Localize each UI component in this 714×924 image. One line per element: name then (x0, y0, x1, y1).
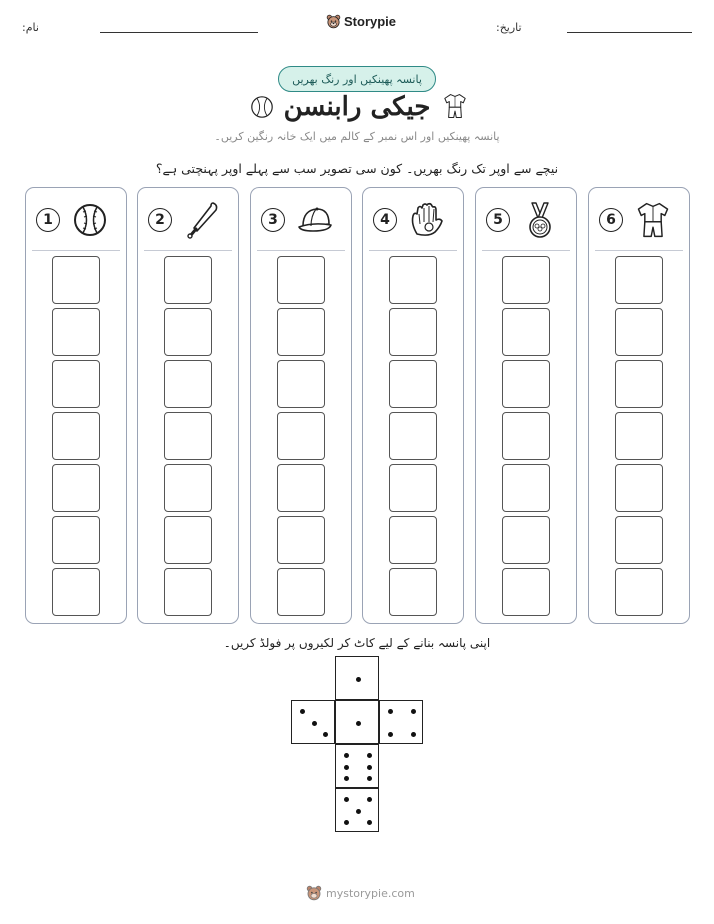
color-box[interactable] (52, 568, 100, 616)
color-box[interactable] (52, 256, 100, 304)
die-pip (344, 797, 349, 802)
color-box[interactable] (615, 568, 663, 616)
bear-icon (326, 14, 341, 29)
die-pip (367, 820, 372, 825)
race-column (137, 187, 239, 624)
die-pip (388, 709, 393, 714)
color-box[interactable] (389, 308, 437, 356)
subtitle: پانسہ پھینکیں اور اس نمبر کے کالم میں ایک خانہ رنگین کریں۔ (214, 130, 500, 143)
race-column (362, 187, 464, 624)
die-pip (356, 721, 361, 726)
activity-pill: پانسہ پھینکیں اور رنگ بھریں (278, 66, 436, 92)
name-line[interactable] (100, 32, 258, 33)
color-box[interactable] (52, 308, 100, 356)
die-face-top (335, 656, 379, 700)
die-pip (344, 820, 349, 825)
die-pip (356, 677, 361, 682)
color-box[interactable] (615, 308, 663, 356)
color-box[interactable] (502, 308, 550, 356)
die-pip (411, 732, 416, 737)
die-pip (323, 732, 328, 737)
color-box[interactable] (52, 464, 100, 512)
color-box[interactable] (502, 256, 550, 304)
logo-text: Storypie (344, 14, 397, 29)
die-pip (356, 809, 361, 814)
die-pip (312, 721, 317, 726)
baseball-cap-icon (295, 200, 335, 240)
color-box[interactable] (164, 568, 212, 616)
color-box[interactable] (615, 412, 663, 460)
storypie-logo (326, 14, 396, 29)
color-box[interactable] (277, 360, 325, 408)
color-box[interactable] (502, 568, 550, 616)
race-column (25, 187, 127, 624)
color-box[interactable] (389, 412, 437, 460)
column-divider (482, 250, 570, 251)
color-box[interactable] (164, 256, 212, 304)
column-number: 5 (486, 208, 510, 232)
die-pip (367, 776, 372, 781)
die-pip (367, 765, 372, 770)
baseball-glove-icon (407, 200, 447, 240)
die-pip (344, 765, 349, 770)
color-box[interactable] (389, 464, 437, 512)
die-pip (388, 732, 393, 737)
color-box[interactable] (615, 516, 663, 564)
column-number: 2 (148, 208, 172, 232)
medal-icon (520, 200, 560, 240)
column-divider (369, 250, 457, 251)
color-box[interactable] (277, 568, 325, 616)
color-box[interactable] (277, 256, 325, 304)
die-face-left (291, 700, 335, 744)
color-box[interactable] (52, 516, 100, 564)
die-instruction: اپنی پانسہ بنانے کے لیے کاٹ کر لکیروں پر فولڈ کریں۔ (223, 636, 491, 650)
color-box[interactable] (615, 360, 663, 408)
baseball-uniform-icon (442, 92, 468, 120)
color-box[interactable] (389, 256, 437, 304)
column-number: 1 (36, 208, 60, 232)
color-box[interactable] (164, 360, 212, 408)
date-label: تاریخ: (496, 21, 522, 34)
column-divider (257, 250, 345, 251)
color-box[interactable] (502, 360, 550, 408)
column-number: 4 (373, 208, 397, 232)
footer-url: mystorypie.com (326, 886, 415, 900)
footer (306, 885, 415, 901)
column-divider (595, 250, 683, 251)
color-box[interactable] (502, 516, 550, 564)
baseball-uniform-icon (633, 200, 673, 240)
bear-icon (306, 885, 322, 901)
color-box[interactable] (277, 412, 325, 460)
race-column (588, 187, 690, 624)
color-box[interactable] (615, 464, 663, 512)
column-divider (144, 250, 232, 251)
color-box[interactable] (389, 568, 437, 616)
column-divider (32, 250, 120, 251)
color-box[interactable] (277, 308, 325, 356)
die-pip (344, 753, 349, 758)
color-box[interactable] (52, 412, 100, 460)
color-box[interactable] (502, 464, 550, 512)
die-pip (300, 709, 305, 714)
color-box[interactable] (164, 412, 212, 460)
die-face-lower (335, 744, 379, 788)
color-box[interactable] (389, 516, 437, 564)
die-pip (344, 776, 349, 781)
die-pip (367, 797, 372, 802)
color-box[interactable] (52, 360, 100, 408)
race-column (475, 187, 577, 624)
baseball-icon (70, 200, 110, 240)
column-number: 3 (261, 208, 285, 232)
column-number: 6 (599, 208, 623, 232)
die-pip (367, 753, 372, 758)
color-box[interactable] (502, 412, 550, 460)
color-box[interactable] (164, 464, 212, 512)
die-face-bottom (335, 788, 379, 832)
page-title: جیکی رابنسن (283, 92, 431, 122)
die-pip (411, 709, 416, 714)
instruction-text: نیچے سے اوپر تک رنگ بھریں۔ کون سی تصویر سب سے پہلے اوپر پہنچتی ہے؟ (155, 161, 559, 176)
color-box[interactable] (277, 464, 325, 512)
date-line[interactable] (567, 32, 692, 33)
color-box[interactable] (164, 516, 212, 564)
color-box[interactable] (389, 360, 437, 408)
color-box[interactable] (615, 256, 663, 304)
color-box[interactable] (277, 516, 325, 564)
race-column (250, 187, 352, 624)
baseball-icon (250, 95, 274, 119)
baseball-bat-icon (182, 200, 222, 240)
name-label: نام: (22, 21, 39, 34)
color-box[interactable] (164, 308, 212, 356)
die-face-center (335, 700, 379, 744)
die-face-right (379, 700, 423, 744)
